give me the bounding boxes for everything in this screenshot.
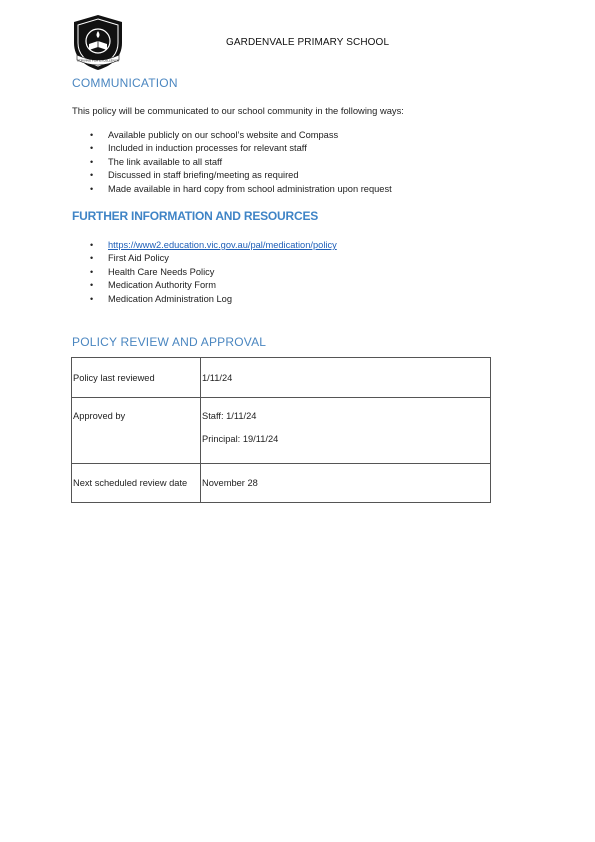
table-cell-value: 1/11/24	[201, 358, 491, 398]
communication-heading: COMMUNICATION	[72, 76, 178, 90]
list-item: • Health Care Needs Policy	[72, 266, 337, 279]
table-cell-label: Policy last reviewed	[72, 358, 201, 398]
table-cell-value: November 28	[201, 464, 491, 503]
bullet-icon: •	[90, 280, 94, 291]
bullet-icon: •	[90, 143, 94, 154]
bullet-icon: •	[90, 240, 94, 250]
list-item: • The link available to all staff	[72, 156, 392, 169]
medication-policy-link[interactable]: https://www2.education.vic.gov.au/pal/medication/policy	[108, 240, 337, 250]
bullet-icon: •	[90, 266, 94, 277]
school-crest-logo	[69, 13, 127, 71]
table-cell-value: Staff: 1/11/24 Principal: 19/11/24	[201, 398, 491, 464]
bullet-icon: •	[90, 130, 94, 140]
policy-review-heading: POLICY REVIEW AND APPROVAL	[72, 335, 267, 349]
communication-intro: This policy will be communicated to our school community in the following ways:	[72, 105, 404, 116]
bullet-icon: •	[90, 253, 94, 264]
bullet-icon: •	[90, 183, 94, 194]
table-cell-label: Approved by	[72, 398, 201, 464]
list-item	[72, 239, 337, 252]
list-item: • Made available in hard copy from school administration upon request	[72, 183, 392, 196]
list-item: • Available publicly on our school’s website and Compass	[72, 129, 392, 142]
list-item: • Discussed in staff briefing/meeting as required	[72, 169, 392, 182]
list-item: • Included in induction processes for relevant staff	[72, 142, 392, 155]
further-info-heading: FURTHER INFORMATION AND RESOURCES	[72, 209, 319, 223]
table-row	[72, 398, 491, 464]
table-row	[72, 464, 491, 503]
table-row	[72, 358, 491, 398]
bullet-icon: •	[90, 156, 94, 167]
list-item: • Medication Administration Log	[72, 293, 337, 306]
list-item: • First Aid Policy	[72, 252, 337, 265]
bullet-icon: •	[90, 170, 94, 181]
logo-motto: STRIVING FOR EXCELLENCE	[76, 58, 120, 63]
school-name: GARDENVALE PRIMARY SCHOOL	[226, 37, 390, 48]
resources-list	[72, 239, 337, 306]
list-item: • Medication Authority Form	[72, 279, 337, 292]
communication-list	[72, 129, 392, 196]
bullet-icon: •	[90, 293, 94, 304]
policy-review-table	[71, 357, 491, 503]
table-cell-label: Next scheduled review date	[72, 464, 201, 503]
